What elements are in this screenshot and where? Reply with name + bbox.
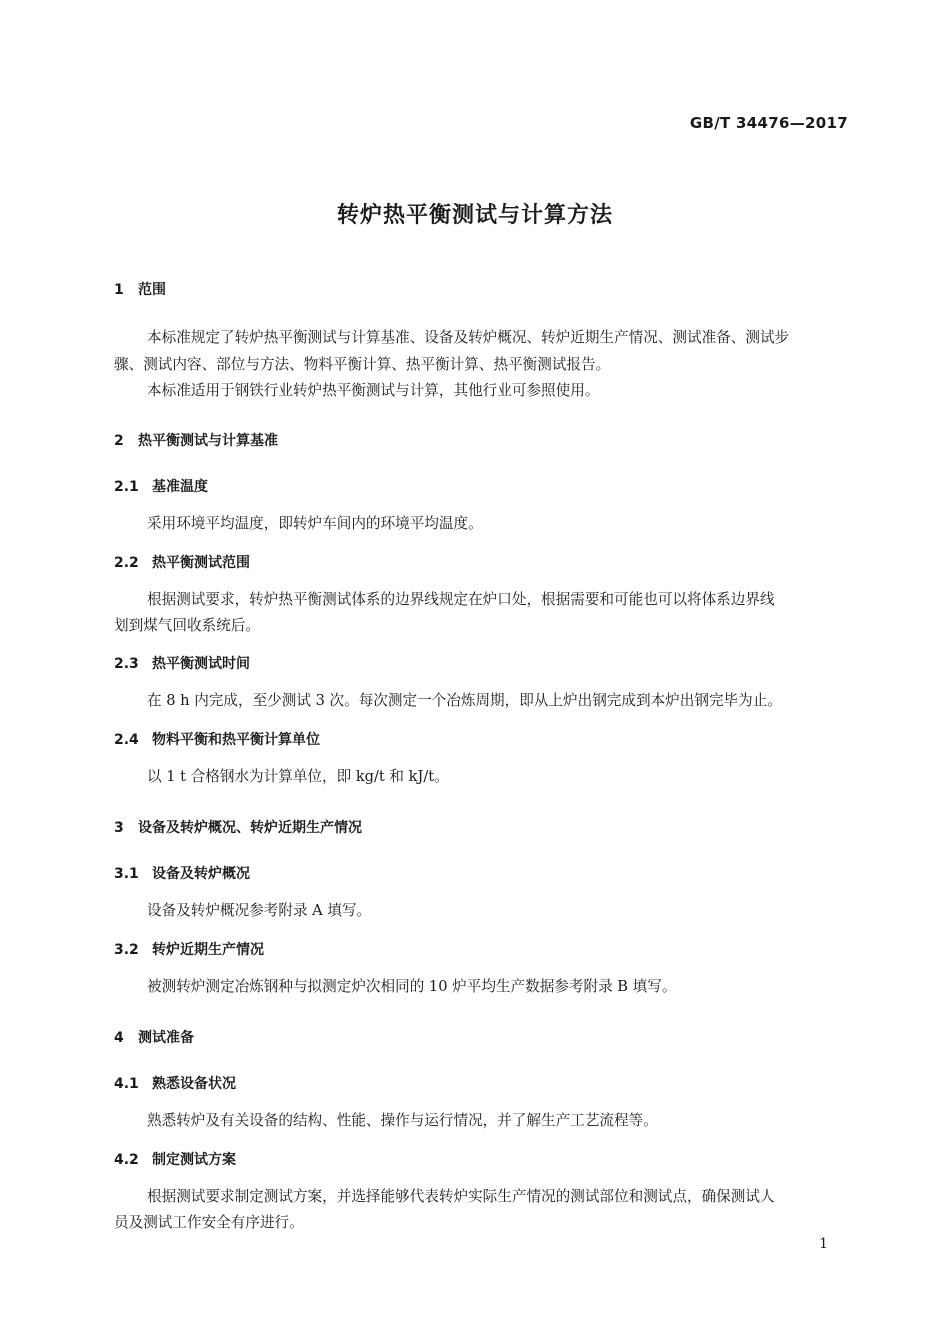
heading-number: 3: [114, 820, 124, 836]
heading-number: 2.3: [114, 656, 139, 672]
paragraph-line: 设备及转炉概况参考附录 A 填写。: [147, 902, 372, 919]
heading-text: 范围: [138, 282, 166, 298]
page-number: 1: [819, 1236, 828, 1252]
heading-number: 4: [114, 1030, 124, 1046]
paragraph-line: 被测转炉测定冶炼钢种与拟测定炉次相同的 10 炉平均生产数据参考附录 B 填写。: [147, 978, 677, 995]
heading-4-1: [114, 1073, 236, 1093]
heading-2-1: [114, 476, 208, 496]
heading-text: 测试准备: [138, 1030, 194, 1046]
heading-number: 1: [114, 282, 124, 298]
heading-text: 转炉近期生产情况: [152, 942, 264, 958]
paragraph-line: 骤、测试内容、部位与方法、物料平衡计算、热平衡计算、热平衡测试报告。: [114, 356, 611, 373]
heading-text: 热平衡测试与计算基准: [138, 433, 278, 449]
paragraph-line: 划到煤气回收系统后。: [114, 617, 260, 634]
paragraph-line: 采用环境平均温度，即转炉车间内的环境平均温度。: [147, 515, 483, 532]
heading-2-3: [114, 653, 250, 673]
heading-number: 2.1: [114, 479, 139, 495]
paragraph-line: 在 8 h 内完成，至少测试 3 次。每次测定一个冶炼周期，即从上炉出钢完成到本炉出钢完毕为止。: [147, 692, 782, 709]
paragraph-line: 员及测试工作安全有序进行。: [114, 1214, 304, 1231]
heading-number: 2: [114, 433, 124, 449]
heading-text: 设备及转炉概况、转炉近期生产情况: [138, 820, 362, 836]
heading-1: [114, 279, 166, 299]
standard-code: GB/T 34476—2017: [689, 114, 848, 132]
heading-4: [114, 1027, 194, 1047]
paragraph-line: 本标准规定了转炉热平衡测试与计算基准、设备及转炉概况、转炉近期生产情况、测试准备、测试步: [147, 329, 790, 346]
heading-text: 热平衡测试时间: [152, 656, 250, 672]
heading-3: [114, 817, 362, 837]
heading-2-2: [114, 552, 250, 572]
heading-3-1: [114, 863, 250, 883]
heading-number: 3.2: [114, 942, 139, 958]
heading-number: 2.2: [114, 555, 139, 571]
heading-number: 3.1: [114, 866, 139, 882]
paragraph-line: 熟悉转炉及有关设备的结构、性能、操作与运行情况，并了解生产工艺流程等。: [147, 1112, 658, 1129]
heading-2: [114, 430, 278, 450]
paragraph-line: 根据测试要求，转炉热平衡测试体系的边界线规定在炉口处，根据需要和可能也可以将体系边界线: [147, 591, 775, 608]
heading-number: 4.1: [114, 1076, 139, 1092]
heading-4-2: [114, 1149, 236, 1169]
heading-text: 设备及转炉概况: [152, 866, 250, 882]
heading-3-2: [114, 939, 264, 959]
paragraph-line: 根据测试要求制定测试方案，并选择能够代表转炉实际生产情况的测试部位和测试点，确保测试人: [147, 1188, 775, 1205]
heading-number: 4.2: [114, 1152, 139, 1168]
heading-text: 熟悉设备状况: [152, 1076, 236, 1092]
paragraph-line: 本标准适用于钢铁行业转炉热平衡测试与计算，其他行业可参照使用。: [147, 382, 600, 399]
heading-text: 制定测试方案: [152, 1152, 236, 1168]
heading-2-4: [114, 729, 320, 749]
heading-text: 热平衡测试范围: [152, 555, 250, 571]
heading-number: 2.4: [114, 732, 139, 748]
document-title: 转炉热平衡测试与计算方法: [336, 203, 613, 228]
paragraph-line: 以 1 t 合格钢水为计算单位，即 kg/t 和 kJ/t。: [147, 768, 449, 785]
heading-text: 物料平衡和热平衡计算单位: [152, 732, 320, 748]
heading-text: 基准温度: [152, 479, 208, 495]
